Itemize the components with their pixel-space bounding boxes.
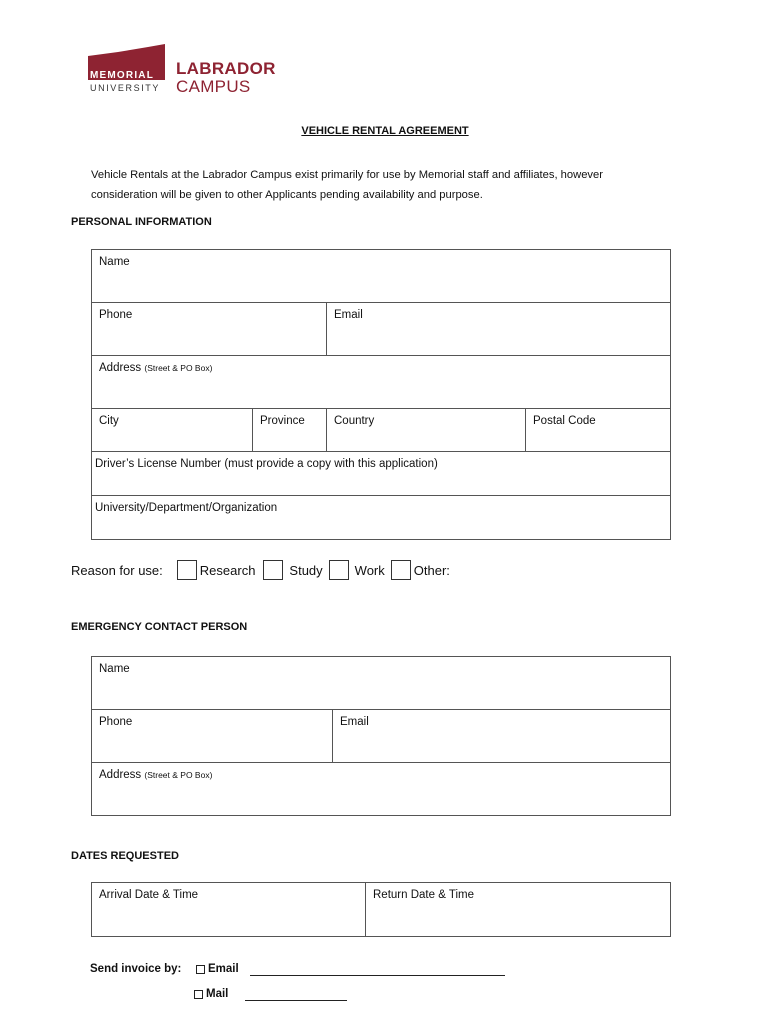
personal-city-field[interactable] <box>92 409 253 452</box>
personal-email-field[interactable] <box>327 303 671 356</box>
emergency-email-field[interactable] <box>333 710 671 763</box>
reason-research-checkbox[interactable] <box>177 560 197 580</box>
emergency-address-label: Address <box>99 769 142 781</box>
arrival-date-label: Arrival Date & Time <box>99 889 199 901</box>
intro-paragraph <box>91 165 681 205</box>
personal-country-label: Country <box>334 415 375 427</box>
document-title: VEHICLE RENTAL AGREEMENT <box>301 125 469 137</box>
reason-other-checkbox[interactable] <box>391 560 411 580</box>
invoice-mail-option[interactable] <box>194 988 228 1000</box>
emergency-name-field[interactable] <box>92 657 671 710</box>
reason-research-label: Research <box>199 562 256 578</box>
reason-work-checkbox[interactable] <box>329 560 349 580</box>
personal-address-field[interactable] <box>92 356 671 409</box>
reason-label: Reason for use: <box>71 562 163 578</box>
personal-postal-field[interactable] <box>526 409 671 452</box>
return-date-field[interactable] <box>366 883 671 937</box>
personal-name-label: Name <box>99 256 130 268</box>
personal-address-hint: (Street & PO Box) <box>144 363 213 373</box>
logo-university-text: UNIVERSITY <box>90 83 161 93</box>
personal-postal-label: Postal Code <box>533 415 596 427</box>
send-invoice-label: Send invoice by: <box>90 963 182 975</box>
emergency-phone-field[interactable] <box>92 710 333 763</box>
emergency-contact-table <box>91 656 671 816</box>
personal-phone-label: Phone <box>99 309 133 321</box>
reason-study-label: Study <box>289 562 323 578</box>
personal-info-heading: PERSONAL INFORMATION <box>71 216 212 228</box>
dates-table <box>91 882 671 937</box>
reason-study-checkbox[interactable] <box>263 560 283 580</box>
reason-other-label: Other: <box>413 562 450 578</box>
reason-work-label: Work <box>354 562 385 578</box>
emergency-phone-label: Phone <box>99 716 133 728</box>
personal-address-label: Address <box>99 362 142 374</box>
emergency-contact-heading: EMERGENCY CONTACT PERSON <box>71 621 248 633</box>
logo-memorial-text: MEMORIAL <box>90 70 155 81</box>
invoice-mail-checkbox[interactable] <box>194 990 203 999</box>
emergency-address-hint: (Street & PO Box) <box>144 770 213 780</box>
logo-campus-text: CAMPUS <box>176 77 251 96</box>
personal-name-field[interactable] <box>92 250 671 303</box>
dates-requested-heading: DATES REQUESTED <box>71 850 179 862</box>
personal-license-label: Driver’s License Number (must provide a copy with this application) <box>95 458 438 470</box>
personal-province-field[interactable] <box>253 409 327 452</box>
arrival-date-field[interactable] <box>92 883 366 937</box>
invoice-email-line[interactable] <box>250 975 505 976</box>
campus-logo <box>88 44 278 96</box>
personal-phone-field[interactable] <box>92 303 327 356</box>
logo-labrador-text: LABRADOR <box>176 59 276 78</box>
emergency-address-field[interactable] <box>92 763 671 816</box>
invoice-email-checkbox[interactable] <box>196 965 205 974</box>
intro-line-2: consideration will be given to other Applicants pending availability and purpose. <box>91 189 483 201</box>
personal-info-table <box>91 249 671 540</box>
personal-org-label: University/Department/Organization <box>95 502 278 514</box>
invoice-email-label: Email <box>208 963 239 975</box>
personal-email-label: Email <box>334 309 363 321</box>
personal-license-field[interactable] <box>92 452 671 496</box>
invoice-mail-line[interactable] <box>245 1000 347 1001</box>
invoice-email-option[interactable] <box>196 963 239 975</box>
emergency-name-label: Name <box>99 663 130 675</box>
personal-province-label: Province <box>260 415 305 427</box>
emergency-email-label: Email <box>340 716 369 728</box>
reason-for-use-row <box>71 560 450 580</box>
return-date-label: Return Date & Time <box>373 889 474 901</box>
personal-country-field[interactable] <box>327 409 526 452</box>
personal-org-field[interactable] <box>92 496 671 540</box>
invoice-mail-label: Mail <box>206 988 229 1000</box>
intro-line-1: Vehicle Rentals at the Labrador Campus exist primarily for use by Memorial staff and affiliates, however <box>91 169 603 181</box>
personal-city-label: City <box>99 415 119 427</box>
